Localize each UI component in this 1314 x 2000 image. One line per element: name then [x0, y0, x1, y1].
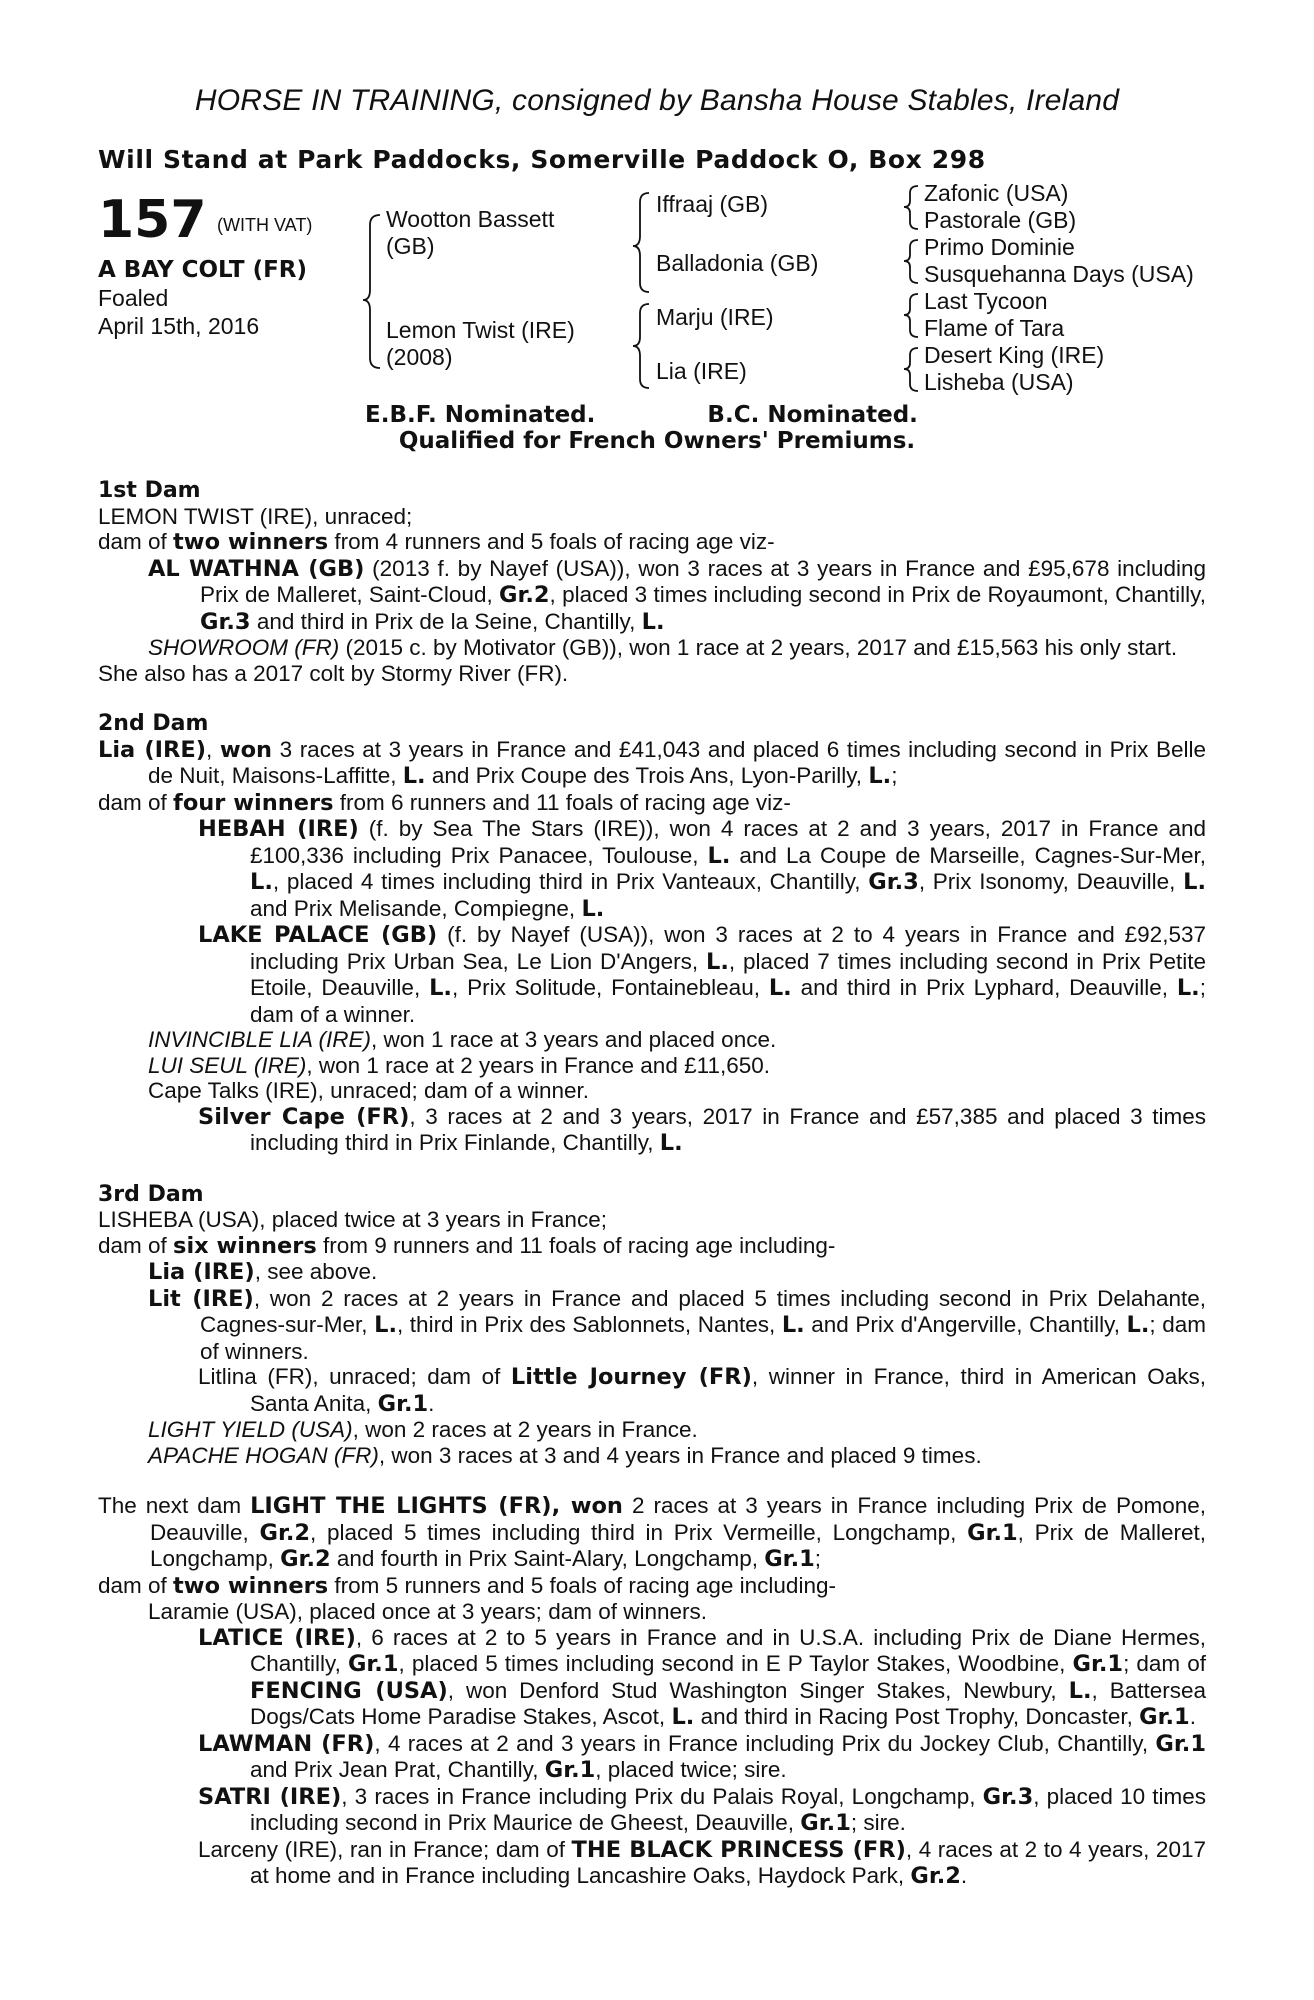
produce-al-wathna: AL WATHNA (GB) (2013 f. by Nayef (USA)), won 3 races at 3 years in France and £95,678 including Prix de Malleret, Saint-Cloud, Gr.2, placed 3 times including second in Prix de Royaumont, Chantilly, Gr.3 and third in Prix de la Seine, Chantilly, L.: [148, 555, 1206, 635]
next-dam: The next dam LIGHT THE LIGHTS (FR), won 2 races at 3 years in France including Prix de Pomone, Deauville, Gr.2, placed 5 times including third in Prix Vermeille, Longchamp, Gr.1, Prix de Malleret, Longchamp, Gr.2 and fourth in Prix Saint-Alary, Longchamp, Gr.1;: [98, 1493, 1207, 1572]
g4-2: Pastorale (GB): [924, 207, 1077, 233]
produce-hebah: HEBAH (IRE) (f. by Sea The Stars (IRE)), won 4 races at 2 and 3 years, 2017 in France and £100,336 including Prix Panacee, Toulouse, L. and La Coupe de Marseille, Cagnes-Sur-Mer, L., placed 4 times including third in Prix Vanteaux, Chantilly, Gr.3, Prix Isonomy, Deauville, L. and Prix Melisande, Compiegne, L.: [198, 816, 1206, 922]
vat-note: (WITH VAT): [217, 215, 313, 235]
produce-satri: SATRI (IRE), 3 races in France including Prix du Palais Royal, Longchamp, Gr.3, placed 10 times including second in Prix Maurice de Gheest, Deauville, Gr.1; sire.: [198, 1783, 1206, 1836]
sire: [386, 206, 554, 260]
first-dam-heading: 1st Dam: [98, 478, 201, 503]
produce-invincible-lia: INVINCIBLE LIA (IRE), won 1 race at 3 years and placed once.: [148, 1027, 777, 1052]
produce-showroom: SHOWROOM (FR) (2015 c. by Motivator (GB)), won 1 race at 2 years, 2017 and £15,563 his only start.: [148, 635, 1178, 660]
g4-6: Flame of Tara: [924, 315, 1065, 341]
second-dam-lia: Lia (IRE), won 3 races at 3 years in France and £41,043 and placed 6 times including second in Prix Belle de Nuit, Maisons-Laffitte, L. and Prix Coupe des Trois Ans, Lyon-Parilly, L.;: [98, 736, 1206, 789]
dam-sire: Marju (IRE): [656, 304, 774, 330]
produce-litlina: Litlina (FR), unraced; dam of Little Journey (FR), winner in France, third in American Oaks, Santa Anita, Gr.1.: [198, 1364, 1206, 1417]
second-dam-summary: dam of four winners from 6 runners and 11 foals of racing age viz-: [98, 789, 791, 816]
brace-gen3-d: [904, 348, 918, 391]
dam-dam: Lia (IRE): [656, 358, 747, 384]
g4-8: Lisheba (USA): [924, 369, 1074, 395]
next-dam-summary: dam of two winners from 5 runners and 5 foals of racing age including-: [98, 1572, 836, 1599]
brace-gen2-dam: [633, 304, 649, 388]
sire-name: Wootton Bassett: [386, 206, 555, 232]
produce-lia: Lia (IRE), see above.: [148, 1259, 378, 1285]
g4-7: Desert King (IRE): [924, 342, 1105, 368]
qualified-premiums: Qualified for French Owners' Premiums.: [398, 428, 916, 454]
produce-light-yield: LIGHT YIELD (USA), won 2 races at 2 years in France.: [148, 1417, 698, 1442]
dam-name: Lemon Twist (IRE): [386, 317, 575, 343]
g4-4: Susquehanna Days (USA): [924, 261, 1194, 287]
g4-3: Primo Dominie: [924, 234, 1075, 260]
sire-dam: Balladonia (GB): [656, 250, 819, 276]
foaled-date: April 15th, 2016: [98, 313, 260, 339]
lot-number: 157: [98, 190, 207, 250]
bc-nominated: B.C. Nominated.: [707, 402, 918, 428]
second-dam-heading: 2nd Dam: [98, 711, 209, 736]
g4-5: Last Tycoon: [924, 288, 1048, 314]
third-dam-summary: dam of six winners from 9 runners and 11 foals of racing age including-: [98, 1232, 836, 1259]
pedigree-notes: [98, 478, 1206, 1890]
first-dam-also: She also has a 2017 colt by Stormy River (FR).: [98, 660, 569, 686]
page-title: HORSE IN TRAINING, consigned by Bansha House Stables, Ireland: [194, 84, 1120, 117]
produce-silver-cape: Silver Cape (FR), 3 races at 2 and 3 years, 2017 in France and £57,385 and placed 3 times including third in Prix Finlande, Chantilly, L.: [198, 1103, 1206, 1156]
stand-location: Will Stand at Park Paddocks, Somerville Paddock O, Box 298: [98, 145, 986, 174]
first-dam-summary: dam of two winners from 4 runners and 5 foals of racing age viz-: [98, 529, 775, 555]
produce-lake-palace: LAKE PALACE (GB) (f. by Nayef (USA)), won 3 races at 2 to 4 years in France and £92,537 including Prix Urban Sea, Le Lion D'Angers, L., placed 7 times including second in Prix Petite Etoile, Deauville, L., Prix Solitude, Fontainebleau, L. and third in Prix Lyphard, Deauville, L.; dam of a winner.: [198, 922, 1207, 1027]
brace-gen3-a: [904, 186, 918, 229]
first-dam-line: LEMON TWIST (IRE), unraced;: [98, 503, 413, 529]
third-dam-line: LISHEBA (USA), placed twice at 3 years in France;: [98, 1207, 607, 1232]
brace-gen1: [363, 215, 380, 368]
produce-larceny: Larceny (IRE), ran in France; dam of THE BLACK PRINCESS (FR), 4 races at 2 to 4 years, 2017 at home and in France including Lancashire Oaks, Haydock Park, Gr.2.: [198, 1836, 1206, 1889]
produce-lui-seul: LUI SEUL (IRE), won 1 race at 2 years in France and £11,650.: [148, 1052, 771, 1078]
produce-apache-hogan: APACHE HOGAN (FR), won 3 races at 3 and 4 years in France and placed 9 times.: [148, 1442, 982, 1468]
produce-latice: LATICE (IRE), 6 races at 2 to 5 years in France and in U.S.A. including Prix de Diane Hermes, Chantilly, Gr.1, placed 5 times including second in E P Taylor Stakes, Woodbine, Gr.1; dam of FENCING (USA), won Denford Stud Washington Singer Stakes, Newbury, L., Battersea Dogs/Cats Home Paradise Stakes, Ascot, L. and third in Racing Post Trophy, Doncaster, Gr.1.: [198, 1624, 1207, 1730]
brace-gen2-sire: [633, 193, 649, 292]
ebf-nominated: E.B.F. Nominated.: [365, 402, 596, 428]
third-dam-heading: 3rd Dam: [98, 1181, 204, 1207]
produce-laramie: Laramie (USA), placed once at 3 years; dam of winners.: [148, 1599, 708, 1624]
nominations: [365, 402, 918, 428]
brace-gen3-c: [904, 294, 918, 337]
produce-cape-talks: Cape Talks (IRE), unraced; dam of a winner.: [148, 1078, 590, 1103]
g4-1: Zafonic (USA): [924, 180, 1069, 206]
produce-lawman: LAWMAN (FR), 4 races at 2 and 3 years in France including Prix du Jockey Club, Chantilly, Gr.1 and Prix Jean Prat, Chantilly, Gr.1, placed twice; sire.: [198, 1730, 1206, 1783]
foaled-label: Foaled: [98, 285, 169, 311]
lot-description: A BAY COLT (FR): [98, 257, 308, 283]
sire-origin: (GB): [386, 233, 435, 259]
sire-sire: Iffraaj (GB): [656, 191, 769, 217]
produce-lit: Lit (IRE), won 2 races at 2 years in France and placed 5 times including second in Prix Delahante, Cagnes-sur-Mer, L., third in Prix des Sablonnets, Nantes, L. and Prix d'Angerville, Chantilly, L.; dam of winners.: [148, 1285, 1206, 1364]
brace-gen3-b: [904, 240, 918, 283]
dam: [386, 317, 575, 371]
dam-year: (2008): [386, 344, 453, 370]
